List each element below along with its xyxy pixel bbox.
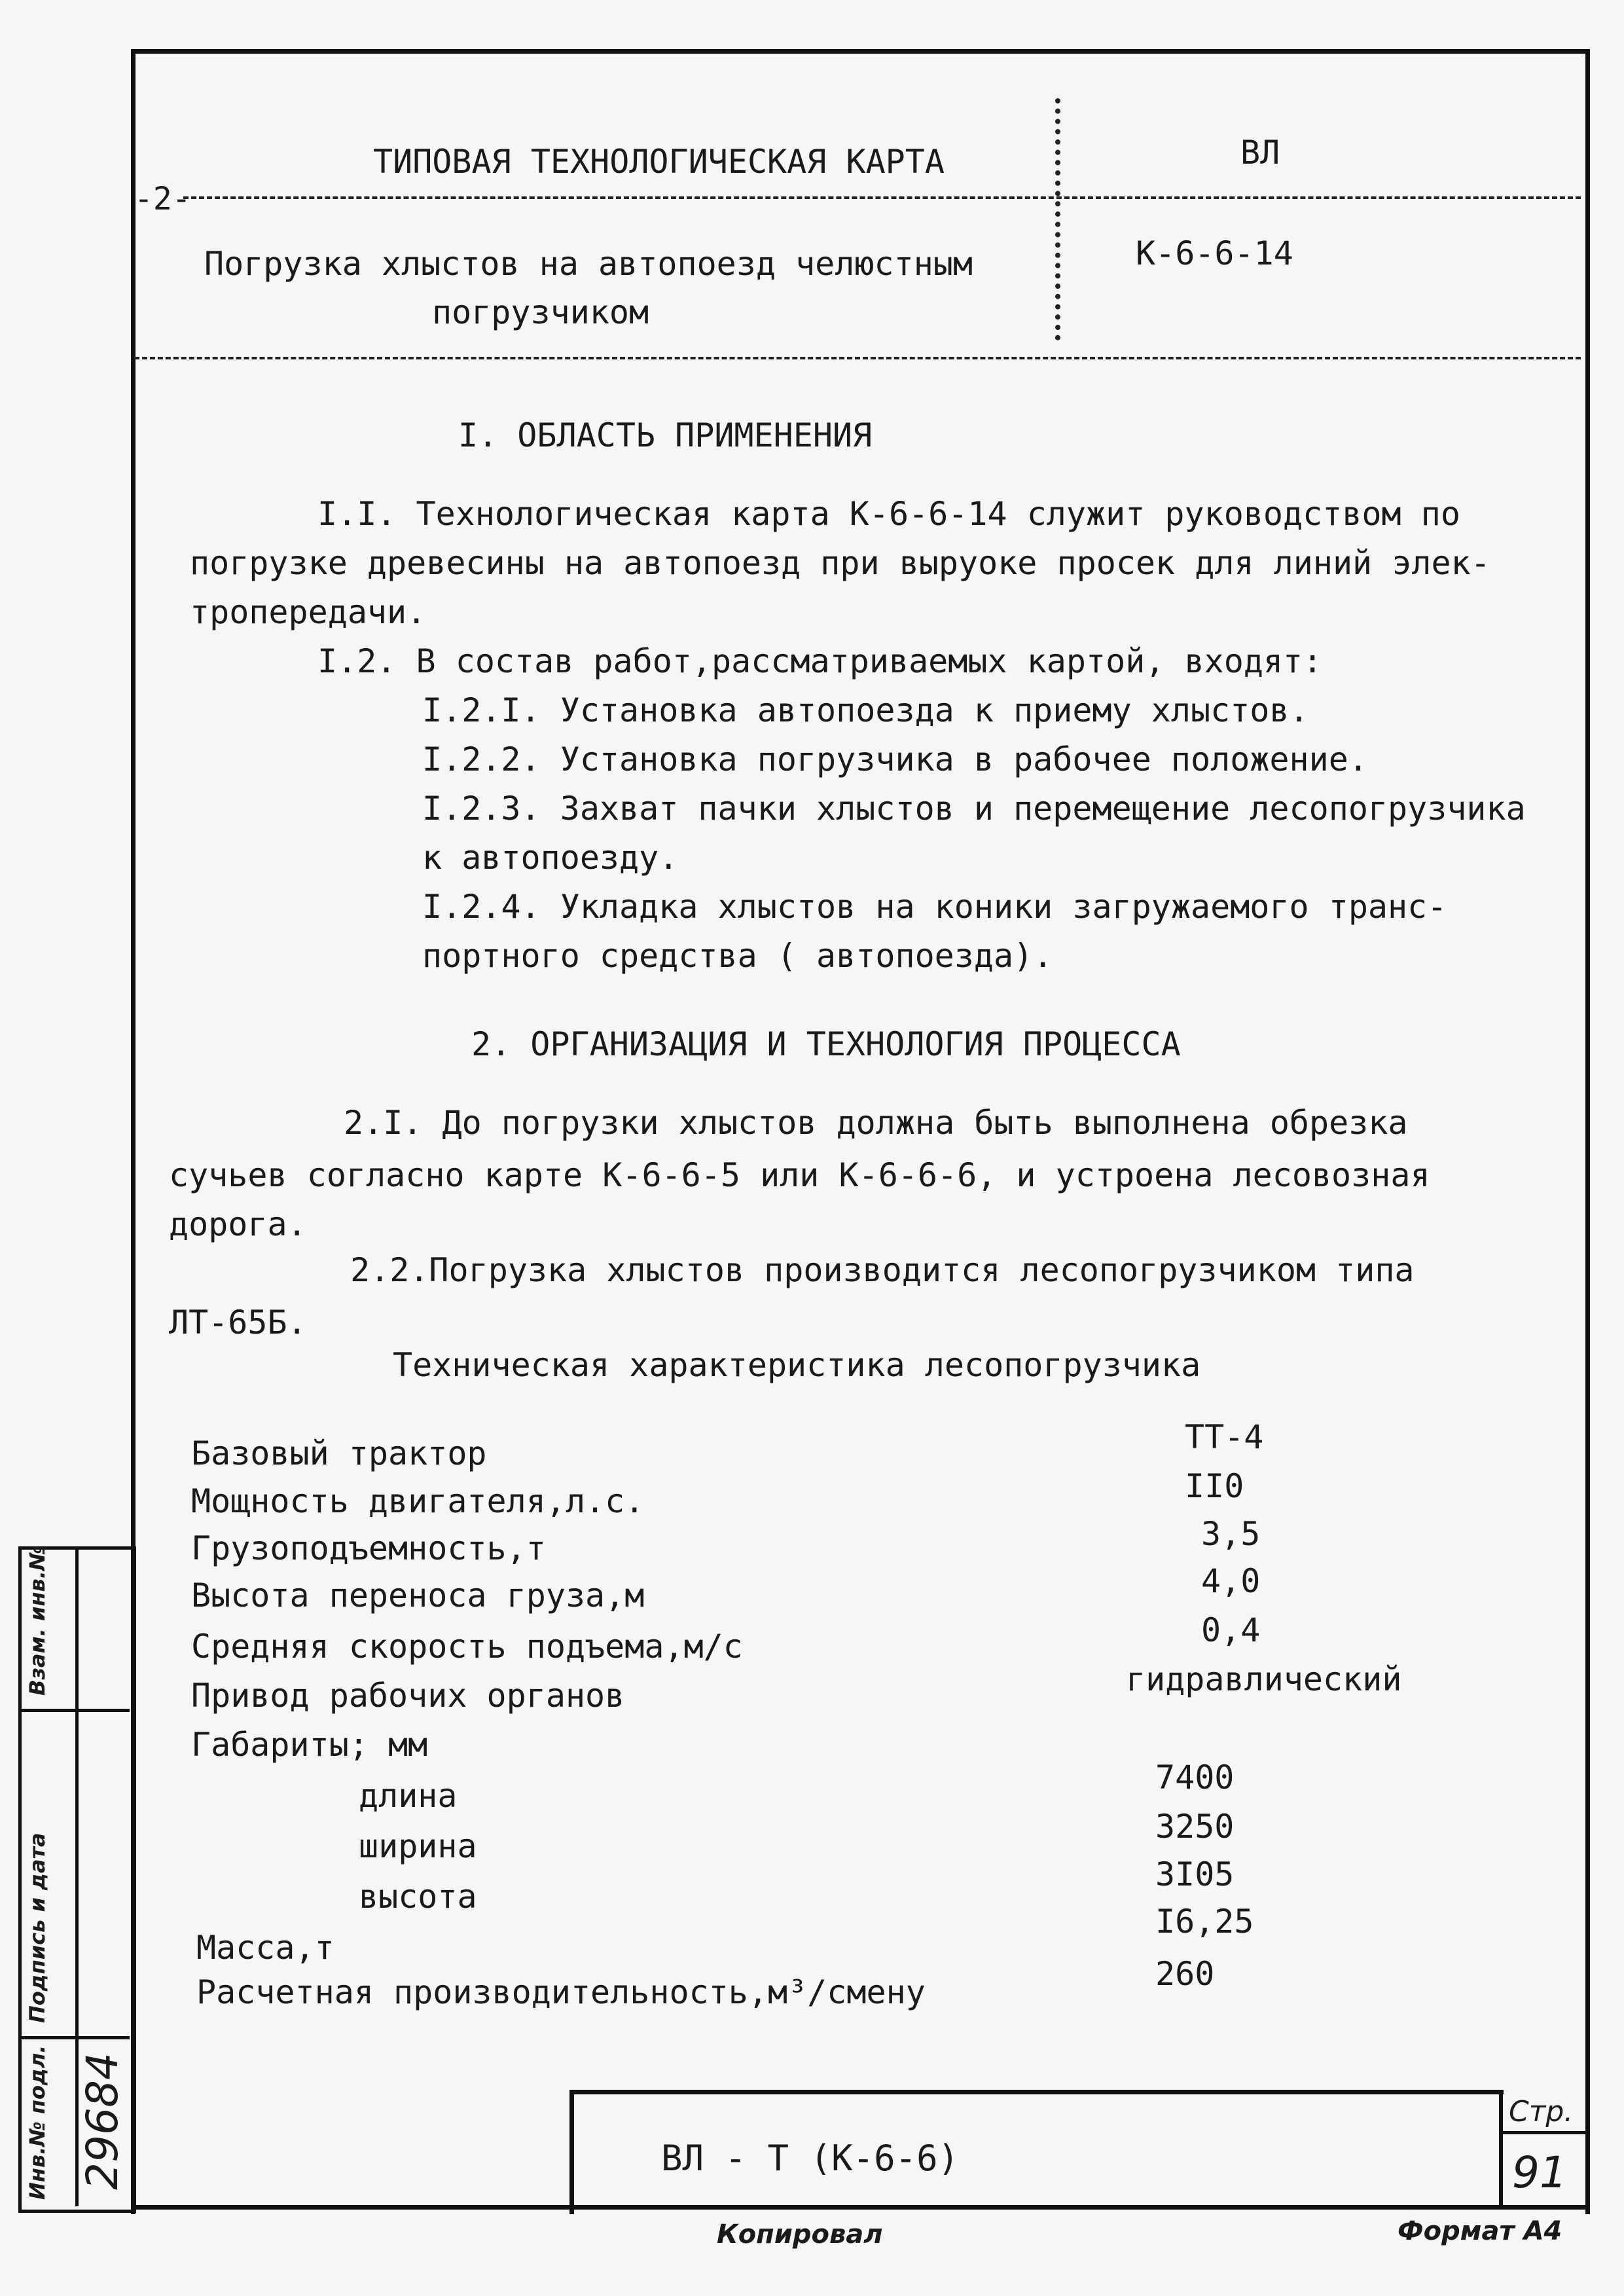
label-signature: Подпись и дата [25, 1832, 50, 2023]
s2-p1-line1: 2.I. До погрузки хлыстов должна быть выполнена обрезка [344, 1104, 1408, 1142]
spec-value: 3250 [1155, 1808, 1235, 1846]
page-marker: -2- [134, 181, 191, 217]
s1-p1-line3: тропередачи. [190, 593, 427, 631]
side-strip-row-divider [18, 2036, 130, 2039]
spec-value: гидравлический [1126, 1660, 1402, 1698]
s1-item: портного средства ( автопоезда). [422, 937, 1053, 975]
spec-label: Масса,т [196, 1929, 334, 1967]
spec-value: 3I05 [1155, 1855, 1235, 1893]
spec-label: Грузоподъемность,т [191, 1529, 546, 1567]
s2-p1-line3: дорога. [169, 1205, 307, 1243]
stamp-code: ВЛ - Т (К-6-6) [661, 2138, 960, 2179]
spec-value: 7400 [1155, 1758, 1235, 1796]
s1-item: I.2.I. Установка автопоезда к приему хлыстов. [422, 691, 1309, 729]
s1-p1-line2: погрузке древесины на автопоезд при выруоке просек для линий элек- [190, 544, 1490, 582]
header-divider-bottom [134, 357, 1581, 359]
s2-p1-line2: сучьев согласно карте К-6-6-5 или К-6-6-6, и устроена лесовозная [169, 1156, 1430, 1194]
header-divider-top [183, 196, 1581, 199]
footer-copied-by: Копировал [717, 2219, 883, 2250]
footer-format: Формат А4 [1398, 2216, 1562, 2246]
subtitle-line1: Погрузка хлыстов на автопоезд челюстным [204, 245, 973, 283]
s1-p2: I.2. В состав работ,рассматриваемых картой, входят: [317, 642, 1323, 680]
spec-label: ширина [359, 1827, 477, 1865]
spec-label: длина [359, 1777, 458, 1815]
s2-p2-line1: 2.2.Погрузка хлыстов производится лесопогрузчиком типа [350, 1251, 1415, 1289]
header-vertical-divider [1055, 98, 1060, 340]
s1-item: I.2.4. Укладка хлыстов на коники загружаемого транс- [422, 888, 1447, 926]
s1-item: I.2.2. Установка погрузчика в рабочее положение. [422, 740, 1368, 778]
spec-value: II0 [1185, 1467, 1244, 1505]
specs-title: Техническая характеристика лесопогрузчика [393, 1346, 1201, 1384]
page-label: Стр. [1509, 2095, 1574, 2128]
code-bottom: К-6-6-14 [1136, 234, 1293, 272]
s1-item: к автопоезду. [422, 839, 679, 877]
spec-value: I6,25 [1155, 1903, 1254, 1941]
spec-value: 3,5 [1201, 1515, 1261, 1553]
spec-value: 4,0 [1201, 1562, 1261, 1600]
inventory-number: 29684 [77, 2052, 128, 2190]
s1-item: I.2.3. Захват пачки хлыстов и перемещение лесопогрузчика [422, 790, 1526, 828]
spec-label: высота [359, 1878, 477, 1916]
page-number-divider [1499, 2131, 1585, 2134]
document-title: ТИПОВАЯ ТЕХНОЛОГИЧЕСКАЯ КАРТА [373, 143, 945, 181]
spec-label: Базовый трактор [191, 1434, 487, 1472]
spec-label: Габариты; мм [191, 1726, 428, 1764]
section1-heading: I. ОБЛАСТЬ ПРИМЕНЕНИЯ [458, 416, 873, 454]
spec-label: Средняя скорость подъема,м/с [191, 1628, 743, 1666]
spec-label: Расчетная производительность,м³/смену [196, 1973, 926, 2011]
label-inventory: Инв.№ подл. [25, 2045, 50, 2200]
subtitle-line2: погрузчиком [432, 293, 649, 331]
s2-p2-line2: ЛТ-65Б. [169, 1303, 307, 1341]
label-replace: Взам. инв.№ [25, 1545, 50, 1696]
spec-label: Привод рабочих органов [191, 1677, 625, 1715]
side-strip-row-divider [18, 1709, 130, 1712]
spec-value: 260 [1155, 1955, 1215, 1993]
spec-label: Высота переноса груза,м [191, 1576, 645, 1614]
spec-label: Мощность двигателя,л.с. [191, 1482, 645, 1520]
page-number: 91 [1512, 2147, 1567, 2198]
spec-value: 0,4 [1201, 1611, 1261, 1649]
s1-p1-line1: I.I. Технологическая карта К-6-6-14 служит руководством по [317, 495, 1460, 533]
code-top: ВЛ [1240, 134, 1280, 172]
section2-heading: 2. ОРГАНИЗАЦИЯ И ТЕХНОЛОГИЯ ПРОЦЕССА [471, 1025, 1181, 1063]
spec-value: ТТ-4 [1185, 1418, 1264, 1456]
